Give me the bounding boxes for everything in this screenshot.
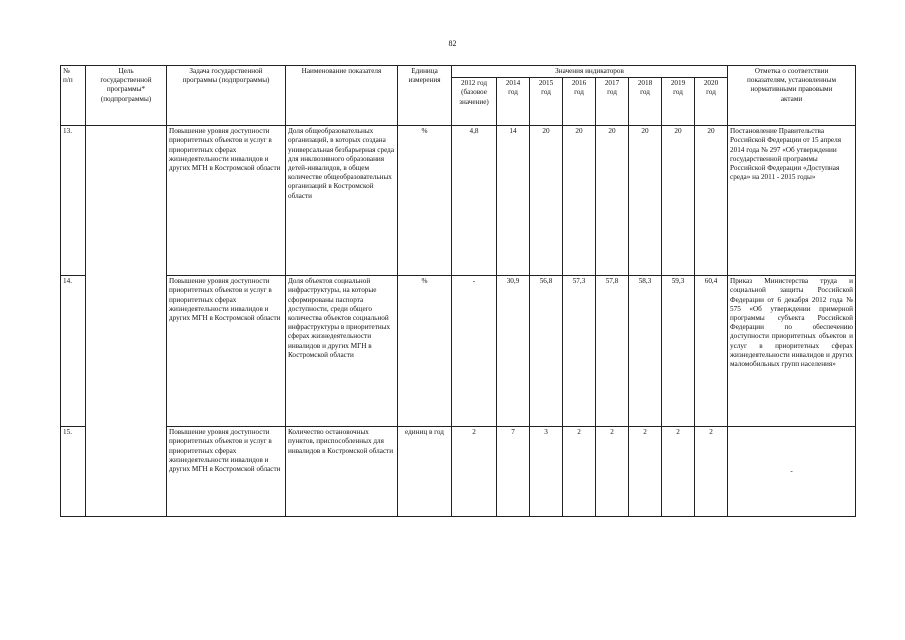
row-num: 15. <box>61 427 86 517</box>
value-cell: 58,3 <box>629 276 662 427</box>
value-cell: 60,4 <box>695 276 728 427</box>
base-value-cell: 4,8 <box>452 126 497 276</box>
header-row-top <box>61 66 856 78</box>
unit-cell: % <box>398 276 452 427</box>
goal-cell <box>86 126 167 517</box>
mark-cell: - <box>728 427 856 517</box>
value-cell: 7 <box>497 427 530 517</box>
indicator-cell: Доля объектов социальной инфраструктуры, на которые сформированы паспорта доступности, среди общего количества объектов социальной инфраструктуры в приоритетных сферах жизнедеятельности инвалидов и других МГН в Костромской области <box>286 276 398 427</box>
row-num: 13. <box>61 126 86 276</box>
value-cell: 2 <box>563 427 596 517</box>
indicators-table <box>60 65 856 517</box>
task-cell: Повышение уровня доступности приоритетных объектов и услуг в приоритетных сферах жизнедеятельности инвалидов и других МГН в Костромской области <box>167 126 286 276</box>
value-cell: 20 <box>629 126 662 276</box>
value-cell: 57,8 <box>596 276 629 427</box>
value-cell: 3 <box>530 427 563 517</box>
header-year: 2015 год <box>530 78 563 126</box>
mark-cell: Постановление Правительства Российской Федерации от 15 апреля 2014 года № 297 «Об утверждении государственной программы Российской Федерации «Доступная среда» на 2011 - 2015 годы» <box>728 126 856 276</box>
value-cell: 20 <box>596 126 629 276</box>
header-task: Задача государственной программы (подпрограммы) <box>167 66 286 126</box>
task-cell: Повышение уровня доступности приоритетных объектов и услуг в приоритетных сферах жизнедеятельности инвалидов и других МГН в Костромской области <box>167 276 286 427</box>
base-value-cell: - <box>452 276 497 427</box>
header-year: 2014 год <box>497 78 530 126</box>
header-unit: Единица измерения <box>398 66 452 126</box>
value-cell: 59,3 <box>662 276 695 427</box>
indicator-cell: Доля общеобразовательных организаций, в которых создана универсальная безбарьерная среда для инклюзивного образования детей-инвалидов, в общем количестве общеобразовательных организаций в Костромской области <box>286 126 398 276</box>
value-cell: 57,3 <box>563 276 596 427</box>
header-indicator: Наименование показателя <box>286 66 398 126</box>
unit-cell: единиц в год <box>398 427 452 517</box>
value-cell: 2 <box>695 427 728 517</box>
value-cell: 2 <box>629 427 662 517</box>
value-cell: 2 <box>596 427 629 517</box>
indicator-cell: Количество остановочных пунктов, приспособленных для инвалидов в Костромской области <box>286 427 398 517</box>
header-year: 2016 год <box>563 78 596 126</box>
table-row <box>61 126 856 276</box>
table-row <box>61 276 856 427</box>
value-cell: 20 <box>662 126 695 276</box>
value-cell: 30,9 <box>497 276 530 427</box>
header-year: 2017 год <box>596 78 629 126</box>
header-num: № п/п <box>61 66 86 126</box>
value-cell: 20 <box>695 126 728 276</box>
header-goal: Цель государственной программы* (подпрограммы) <box>86 66 167 126</box>
value-cell: 56,8 <box>530 276 563 427</box>
header-values-group: Значения индикаторов <box>452 66 728 78</box>
header-year: 2020 год <box>695 78 728 126</box>
task-cell: Повышение уровня доступности приоритетных объектов и услуг в приоритетных сферах жизнедеятельности инвалидов и других МГН в Костромской области <box>167 427 286 517</box>
header-year: 2019 год <box>662 78 695 126</box>
value-cell: 20 <box>563 126 596 276</box>
base-value-cell: 2 <box>452 427 497 517</box>
page-number: 82 <box>448 39 457 48</box>
mark-cell: Приказ Министерства труда и социальной защиты Российской Федерации от 6 декабря 2012 года № 575 «Об утверждении примерной программы субъекта Российской Федерации по обеспечению доступности приоритетных объектов и услуг в приоритетных сферах жизнедеятельности инвалидов и других маломобильных групп населения» <box>728 276 856 427</box>
value-cell: 14 <box>497 126 530 276</box>
row-num: 14. <box>61 276 86 427</box>
header-base-year: 2012 год (базовое значение) <box>452 78 497 126</box>
value-cell: 20 <box>530 126 563 276</box>
header-year: 2018 год <box>629 78 662 126</box>
unit-cell: % <box>398 126 452 276</box>
header-mark: Отметка о соответствии показателям, установленным нормативными правовыми актами <box>728 66 856 126</box>
value-cell: 2 <box>662 427 695 517</box>
table-row <box>61 427 856 517</box>
